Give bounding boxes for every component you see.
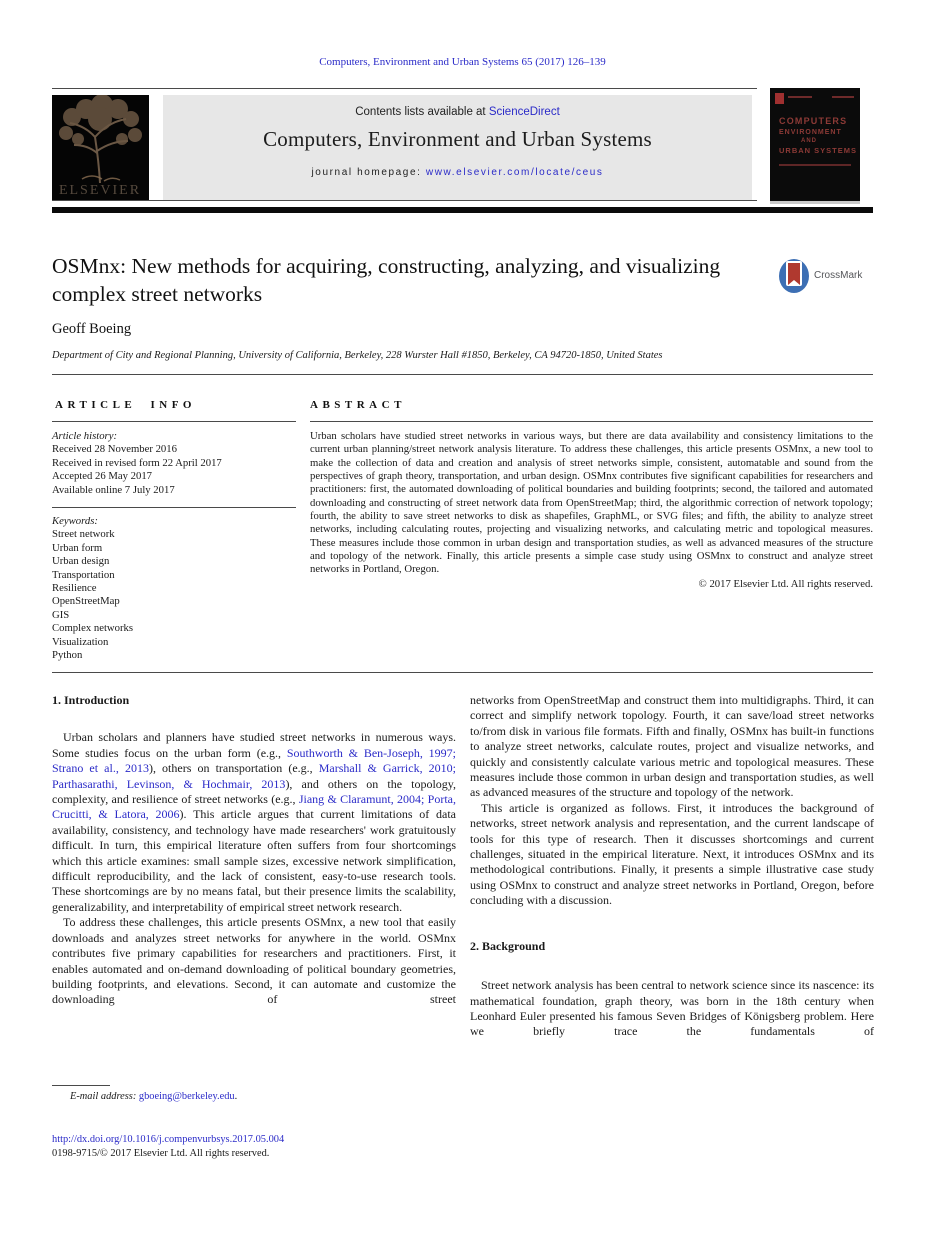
author-name: Geoff Boeing [52,321,132,337]
email-label: E-mail address: [70,1091,139,1102]
article-title: OSMnx: New methods for acquiring, constructing, analyzing, and visualizing complex street networks [52,254,721,306]
abstract [310,430,873,591]
article-info-divider-rule [52,507,296,508]
header-top-rule [52,88,757,89]
abstract-copyright: © 2017 Elsevier Ltd. All rights reserved. [698,577,873,590]
history-item: Received 28 November 2016 [52,443,177,456]
article-history [52,430,222,497]
elsevier-logo [52,95,149,200]
text-segment: ), and others on the topology, complexity, and resilience of street networks (e.g., [52,776,456,807]
contents-lists-line [163,106,752,118]
sciencedirect-link[interactable]: ScienceDirect [488,106,560,118]
keyword-item: Resilience [52,582,97,595]
journal-title: Computers, Environment and Urban Systems [263,127,652,151]
abstract-bottom-rule [52,672,873,673]
crossmark-label: CrossMark [814,270,863,281]
text-segment: Urban scholars and planners have studied street networks in numerous ways. Some studies focus on the urban form (e.g., [52,730,456,760]
keyword-item: GIS [52,608,70,621]
cover-title [779,116,857,155]
cover-rule [779,164,851,166]
journal-banner [163,95,752,200]
history-item: Received in revised form 22 April 2017 [52,456,222,469]
intro-paragraph-3: This article is organized as follows. First, it introduces the background of networks, street network analysis and representation, and the current landscape of tools for this type of research. Then it discusses shortcomings and current challenges, situated in the empirical literature. Next, it introduces OSMnx and its methodological contributions. Finally, it presents a simple illustrative case study using OSMnx to construct and analyze street networks in Portland, Oregon, before concluding with a discussion. [470,800,874,908]
issn-copyright-line: 0198-9715/© 2017 Elsevier Ltd. All rights reserved. [52,1148,270,1159]
elsevier-tree-icon [52,95,149,200]
body-column-left [52,693,456,1008]
article-info-heading: ARTICLE INFO [55,399,196,411]
running-head-citation[interactable]: Computers, Environment and Urban Systems 65 (2017) 126–139 [319,56,606,68]
section-heading-introduction: 1. Introduction [52,693,130,707]
abstract-rule [310,421,873,422]
keyword-item: Complex networks [52,622,134,635]
citation-link[interactable]: Jiang & Claramunt, 2004; Porta, Crucitti, & Latora, 2006 [52,792,456,822]
article-info-rule [52,421,296,422]
homepage-line [163,167,752,178]
text-segment: ). This article argues that current limitations of data availability, consistency, and technology have made researchers' work gratuitously difficult. In turn, this empirical literature often suffers from four shortcomings which this article examines: small sample sizes, excessive network simplification, difficult reproducibility, and the lack of consistent, easy-to-use research tools. These shortcomings are by no means fatal, but their presence limits the scalability, generalizability, and interpretability of empirical street network research. [52,807,456,914]
doi-line [52,1134,284,1145]
intro-paragraph-2-continued: networks from OpenStreetMap and construct them into multidigraphs. Third, it can correct and simplify network topology. Fourth, it can save/load street networks to/from disk in various file formats. Fifth and finally, OSMnx has built-in functions to analyze street networks, calculate routes, project and visualize networks, and quickly and consistently calculate various metric and topological measures. These measures include those common in urban design and transportation studies, as well as advanced measures of the structure and topology of the network. [470,693,874,800]
contents-lists-text: Contents lists available at [355,106,489,118]
keyword-item: OpenStreetMap [52,595,120,608]
footnote-rule [52,1085,110,1086]
header-bottom-rule [52,200,757,201]
email-suffix: . [234,1091,238,1102]
doi-link[interactable]: http://dx.doi.org/10.1016/j.compenvurbsys.2017.05.004 [52,1134,285,1145]
article-history-list [52,443,222,497]
intro-paragraph-1 [52,730,456,915]
title-section-rule [52,374,873,375]
email-footnote [52,1091,237,1102]
journal-cover-thumbnail [770,88,860,201]
keywords-label: Keywords: [52,515,98,527]
section-heading-background: 2. Background [470,938,546,953]
citation-link[interactable]: Southworth & Ben-Joseph, 1997; Strano et al., 2013 [52,745,456,776]
homepage-link[interactable]: www.elsevier.com/locate/ceus [425,167,604,178]
citation-link[interactable]: Marshall & Garrick, 2010; Parthasarathi, Levinson, & Hochmair, 2013 [52,761,457,791]
abstract-heading: ABSTRACT [310,399,406,411]
intro-paragraph-2: To address these challenges, this article presents OSMnx, a new tool that easily downloads and analyzes street networks for anywhere in the world. OSMnx contributes five primary capabilities for researchers and practitioners. First, it enables automated and on-demand downloading of political boundary geometries, building footprints, and elevations. Second, it can automate and customize the downloading of street [52,915,456,1007]
svg-text:ELSEVIER: ELSEVIER [58,183,142,198]
cover-title-line: ENVIRONMENT [779,129,842,136]
keyword-item: Urban form [52,541,103,554]
keyword-item: Street network [52,528,115,541]
cover-decorative-bar [788,96,812,98]
abstract-body: Urban scholars have studied street networks in various ways, but there are data availability and consistency limitations to the current urban planning/street network analysis literature. To address these challenges, this article presents OSMnx, a new tool to make the collection of data and creation and analysis of street networks simple, consistent, automatable and sound from the perspectives of graph theory, transportation, and urban design. OSMnx contributes five significant capabilities for researchers and practitioners: first, the automated downloading of political boundaries and building footprints; second, the tailored and automated downloading and constructing of street network data from OpenStreetMap; third, the algorithmic correction of network topology; fourth, the ability to save street networks to disk as shapefiles, GraphML, or SVG files; and fifth, the ability to analyze street networks, including calculating routes, projecting and visualizing networks, and calculating metric and topological measures. These measures include those common in urban design and transportation studies, as well as advanced measures of the structure and topology of the network. Finally, this article presents a simple case study using OSMnx to construct and analyze street networks in Portland, Oregon. [310,430,873,576]
homepage-label: journal homepage: [311,167,426,178]
history-item: Accepted 26 May 2017 [52,470,153,483]
text-segment: ), others on transportation (e.g., [148,761,319,776]
history-item: Available online 7 July 2017 [52,483,175,496]
cover-publisher-mark-icon [775,93,784,104]
body-column-right [470,693,874,1040]
cover-title-line: COMPUTERS [779,116,848,126]
author-affiliation: Department of City and Regional Planning, University of California, Berkeley, 228 Wurster Hall #1850, Berkeley, CA 94720-1850, United States [52,350,663,361]
crossmark-badge[interactable] [778,256,862,296]
email-link[interactable]: gboeing@berkeley.edu [138,1091,235,1102]
cover-title-line: URBAN SYSTEMS [779,146,858,155]
keyword-item: Python [52,649,83,662]
background-paragraph-1: Street network analysis has been central to network science since its nascence: its mathematical foundation, graph theory, was born in the 18th century when Leonhard Euler presented his famous Seven Bridges of Königsberg problem. Here we briefly trace the fundamentals of [470,978,874,1039]
header-thick-bar [52,207,873,213]
article-history-label: Article history: [52,430,118,442]
cover-title-line: AND [801,138,817,144]
keywords [52,515,133,662]
keyword-item: Visualization [52,635,109,648]
keyword-item: Transportation [52,568,115,581]
keyword-item: Urban design [52,555,110,568]
keywords-list [52,528,133,662]
cover-decorative-bar [832,96,854,98]
